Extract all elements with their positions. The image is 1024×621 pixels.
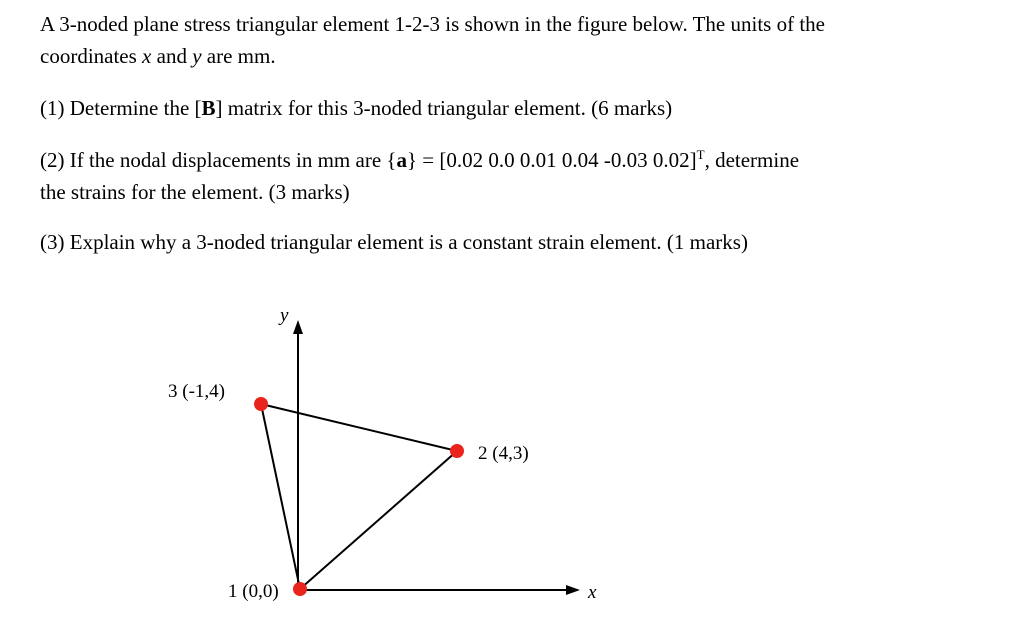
q2-text-b: } = [0.02 0.0 0.01 0.04 -0.03 0.02] (406, 148, 697, 172)
q2-bold-a: a (396, 148, 407, 172)
node-3 (254, 397, 268, 411)
intro-text-b: coordinates (40, 44, 143, 68)
node-1 (293, 582, 307, 596)
intro-line-1: A 3-noded plane stress triangular element 1-2-3 is shown in the figure below. The units of the (40, 12, 825, 36)
y-axis-label: y (280, 305, 289, 326)
q1-bold-b: B (201, 96, 216, 120)
intro-text-c: and (151, 44, 193, 68)
node-1-label: 1 (0,0) (228, 581, 279, 602)
intro-y-var: y (192, 44, 202, 68)
edge-1-2 (300, 451, 457, 589)
node-3-label: 3 (-1,4) (168, 381, 225, 402)
q2-sup-t: T (696, 147, 705, 162)
y-axis-arrowhead (293, 320, 303, 334)
x-axis-arrowhead (566, 585, 580, 595)
q2-text-a: (2) If the nodal displacements in mm are { (40, 148, 397, 172)
intro-text-d: are mm. (201, 44, 276, 68)
node-2-label: 2 (4,3) (478, 443, 529, 464)
node-2 (450, 444, 464, 458)
q2-text-c: , determine (704, 148, 800, 172)
x-axis-label: x (588, 582, 597, 603)
figure-axes (278, 305, 597, 603)
q2-line-2: the strains for the element. (3 marks) (40, 180, 350, 204)
intro-x-var: x (142, 44, 152, 68)
q1-text-a: (1) Determine the [ (40, 96, 202, 120)
edge-3-1 (261, 404, 300, 589)
question-3: (3) Explain why a 3-noded triangular element is a constant strain element. (1 marks) (40, 230, 748, 254)
nodes (168, 381, 529, 602)
q1-text-b: ] matrix for this 3-noded triangular element. (6 marks) (215, 96, 673, 120)
triangle-element (261, 404, 457, 589)
edge-2-3 (261, 404, 457, 451)
